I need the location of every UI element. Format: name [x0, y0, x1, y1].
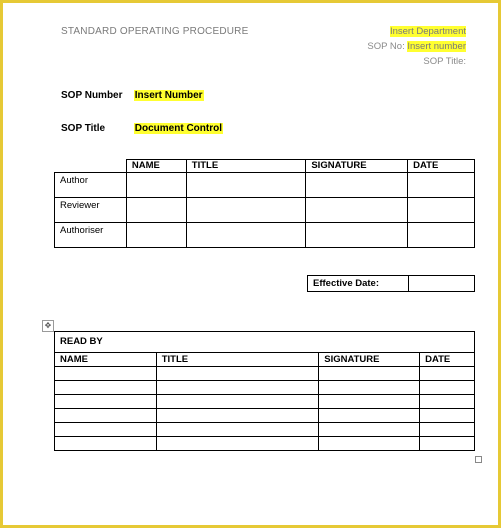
date-cell[interactable]: [408, 223, 475, 248]
column-header: SIGNATURE: [306, 160, 408, 173]
signature-cell[interactable]: [306, 198, 408, 223]
sop-title-label: SOP Title: [61, 123, 106, 134]
date-cell[interactable]: [420, 381, 475, 395]
column-header: DATE: [420, 353, 475, 367]
header-info: [367, 26, 466, 71]
title-cell[interactable]: [156, 409, 319, 423]
column-header: TITLE: [156, 353, 319, 367]
column-header: NAME: [55, 353, 157, 367]
signature-cell[interactable]: [319, 381, 420, 395]
table-resize-handle-icon[interactable]: [475, 456, 482, 463]
signature-cell[interactable]: [319, 395, 420, 409]
table-row: [55, 381, 475, 395]
effective-date-value[interactable]: [408, 276, 474, 292]
signature-cell[interactable]: [306, 173, 408, 198]
column-header: SIGNATURE: [319, 353, 420, 367]
table-row: [55, 437, 475, 451]
row-label-authoriser: Authoriser: [55, 223, 127, 248]
column-header: NAME: [126, 160, 186, 173]
title-cell[interactable]: [186, 223, 306, 248]
table-move-handle-icon[interactable]: ✥: [42, 320, 54, 332]
blank-corner-cell: [55, 160, 127, 173]
date-cell[interactable]: [420, 437, 475, 451]
name-cell[interactable]: [55, 395, 157, 409]
name-cell[interactable]: [126, 173, 186, 198]
date-cell[interactable]: [408, 173, 475, 198]
table-row: [55, 223, 475, 248]
title-cell[interactable]: [186, 173, 306, 198]
sop-title-field: [61, 123, 223, 134]
name-cell[interactable]: [126, 223, 186, 248]
sop-title-line: [367, 56, 466, 71]
name-cell[interactable]: [55, 381, 157, 395]
title-cell[interactable]: [186, 198, 306, 223]
date-cell[interactable]: [420, 367, 475, 381]
column-header: TITLE: [186, 160, 306, 173]
date-cell[interactable]: [420, 423, 475, 437]
title-cell[interactable]: [156, 437, 319, 451]
effective-date-label: Effective Date:: [308, 276, 409, 292]
table-row: [55, 173, 475, 198]
read-by-title-row: [55, 332, 475, 353]
date-cell[interactable]: [408, 198, 475, 223]
signature-cell[interactable]: [319, 409, 420, 423]
title-cell[interactable]: [156, 367, 319, 381]
sop-number-value[interactable]: Insert Number: [134, 90, 203, 101]
date-cell[interactable]: [420, 409, 475, 423]
signature-cell[interactable]: [306, 223, 408, 248]
signoff-table: [54, 159, 475, 248]
table-row: [55, 409, 475, 423]
read-by-table: [54, 331, 475, 451]
table-row: [55, 423, 475, 437]
read-by-header-row: [55, 353, 475, 367]
sop-no-placeholder[interactable]: Insert number: [407, 41, 466, 52]
sop-no-label: SOP No:: [367, 41, 405, 52]
department-line: [367, 26, 466, 41]
department-placeholder[interactable]: Insert Department: [389, 26, 466, 37]
table-row: [55, 198, 475, 223]
signoff-header-row: [55, 160, 475, 173]
sop-number-label: SOP Number: [61, 90, 123, 101]
name-cell[interactable]: [55, 367, 157, 381]
title-cell[interactable]: [156, 423, 319, 437]
title-cell[interactable]: [156, 395, 319, 409]
name-cell[interactable]: [126, 198, 186, 223]
row-label-reviewer: Reviewer: [55, 198, 127, 223]
signature-cell[interactable]: [319, 437, 420, 451]
row-label-author: Author: [55, 173, 127, 198]
effective-date-row: [308, 276, 475, 292]
sop-no-line: [367, 41, 466, 56]
signature-cell[interactable]: [319, 367, 420, 381]
effective-date-table: [307, 275, 475, 292]
read-by-title: READ BY: [55, 332, 475, 353]
date-cell[interactable]: [420, 395, 475, 409]
table-row: [55, 367, 475, 381]
sop-number-field: [61, 90, 204, 101]
document-heading: STANDARD OPERATING PROCEDURE: [61, 26, 249, 37]
table-row: [55, 395, 475, 409]
signature-cell[interactable]: [319, 423, 420, 437]
name-cell[interactable]: [55, 423, 157, 437]
name-cell[interactable]: [55, 409, 157, 423]
name-cell[interactable]: [55, 437, 157, 451]
column-header: DATE: [408, 160, 475, 173]
title-cell[interactable]: [156, 381, 319, 395]
sop-title-value[interactable]: Document Control: [134, 123, 222, 134]
sop-title-header-label: SOP Title:: [423, 56, 466, 67]
